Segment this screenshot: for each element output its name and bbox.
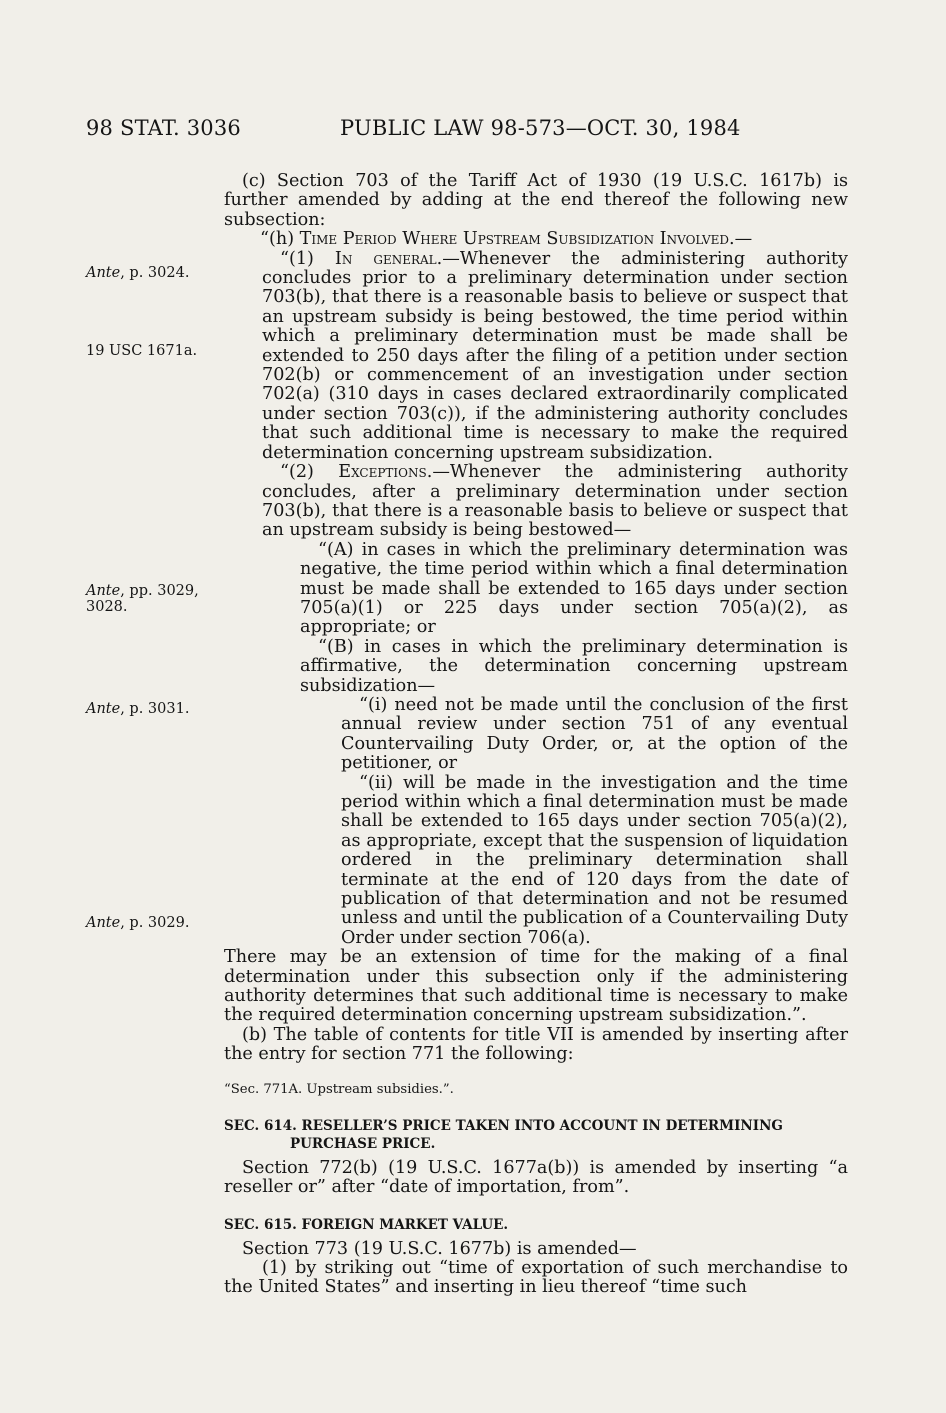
paragraph-2-heading: Exceptions (338, 462, 427, 483)
section-615-text: Section 773 (19 U.S.C. 1677b) is amended— (242, 1238, 637, 1259)
margin-note-cross-reference: Ante, p. 3029. (86, 915, 190, 931)
section-615-item-1: (1) by striking out “time of exportation of such merchandise to the United States” and inserting in lieu thereof “time such (224, 1257, 848, 1298)
closing-paragraph: There may be an extension of time for the making of a final determination under this subsection only if the administering authority determines that such additional time is necessary to make the required determination concerning upstream subsidization.”. (224, 947, 848, 1026)
statute-page-reference: 98 STAT. 3036 (86, 116, 241, 140)
paragraph-c: (c) Section 703 of the Tariff Act of 1930 (19 U.S.C. 1617b) is further amended by adding at the end thereof the following new subsection: (224, 171, 848, 230)
subsection-h-heading: “(h) Time Period Where Upstream Subsidization Involved.— (260, 229, 753, 250)
margin-note-usc-citation: 19 USC 1671a. (86, 343, 198, 359)
document-body (224, 172, 848, 1298)
subparagraph-a: “(A) in cases in which the preliminary determination was negative, the time period within which a final determination must be made shall be extended to 165 days under section 705(a)(1) or 225 days under section 705(a)(2), as appropriate; or (300, 539, 848, 638)
section-614-heading: SEC. 614. RESELLER’S PRICE TAKEN INTO ACCOUNT IN DETERMINING PURCHASE PRICE. (224, 1117, 783, 1152)
paragraph-1-heading: In general (334, 248, 437, 269)
table-of-contents-entry: “Sec. 771A. Upstream subsidies.”. (224, 1081, 454, 1097)
paragraph-1: “(1) In general.—Whenever the administering authority concludes prior to a preliminary determination under section 703(b), that there is a reasonable basis to believe or suspect that an upstream subsidy is being bestowed, the time period within which a preliminary determination must be made shall be extended to 250 days after the filing of a petition under section 702(b) or commencement of an investigation under section 702(a) (310 days in cases declared extraordinarily complicated under section 703(c)), if the administering authority concludes that such additional time is necessary to make the required determination concerning upstream subsidization. (262, 248, 848, 463)
margin-note-cross-reference: Ante, p. 3031. (86, 701, 190, 717)
clause-i: “(i) need not be made until the conclusion of the first annual review under section 751 of any eventual Countervailing Duty Order, or, at the option of the petitioner, or (341, 694, 848, 774)
margin-note-cross-reference-cont: 3028. (86, 599, 128, 615)
section-614-text: Section 772(b) (19 U.S.C. 1677a(b)) is amended by inserting “a reseller or” after “date of importation, from”. (224, 1157, 848, 1198)
subparagraph-b: “(B) in cases in which the preliminary determination is affirmative, the determination concerning upstream subsidization— (300, 636, 848, 696)
section-615-heading: SEC. 615. FOREIGN MARKET VALUE. (224, 1216, 509, 1233)
running-header-title: PUBLIC LAW 98-573—OCT. 30, 1984 (340, 116, 741, 140)
margin-note-cross-reference: Ante, p. 3024. (86, 265, 190, 281)
paragraph-2: “(2) Exceptions.—Whenever the administering authority concludes, after a preliminary determination under section 703(b), that there is a reasonable basis to believe or suspect that an upstream subsidy is being bestowed— (262, 462, 848, 541)
subsection-h-title: Time Period Where Upstream Subsidization Involved (299, 229, 730, 250)
paragraph-b: (b) The table of contents for title VII is amended by inserting after the entry for section 771 the following: (224, 1024, 848, 1065)
clause-ii: “(ii) will be made in the investigation and the time period within which a final determination must be made shall be extended to 165 days under section 705(a)(2), as appropriate, except that the suspension of liquidation ordered in the preliminary determination shall terminate at the end of 120 days from the date of publication of that determination and not be resumed unless and until the publication of a Countervailing Duty Order under section 706(a). (341, 772, 849, 948)
margin-note-cross-reference: Ante, pp. 3029, (86, 583, 199, 599)
